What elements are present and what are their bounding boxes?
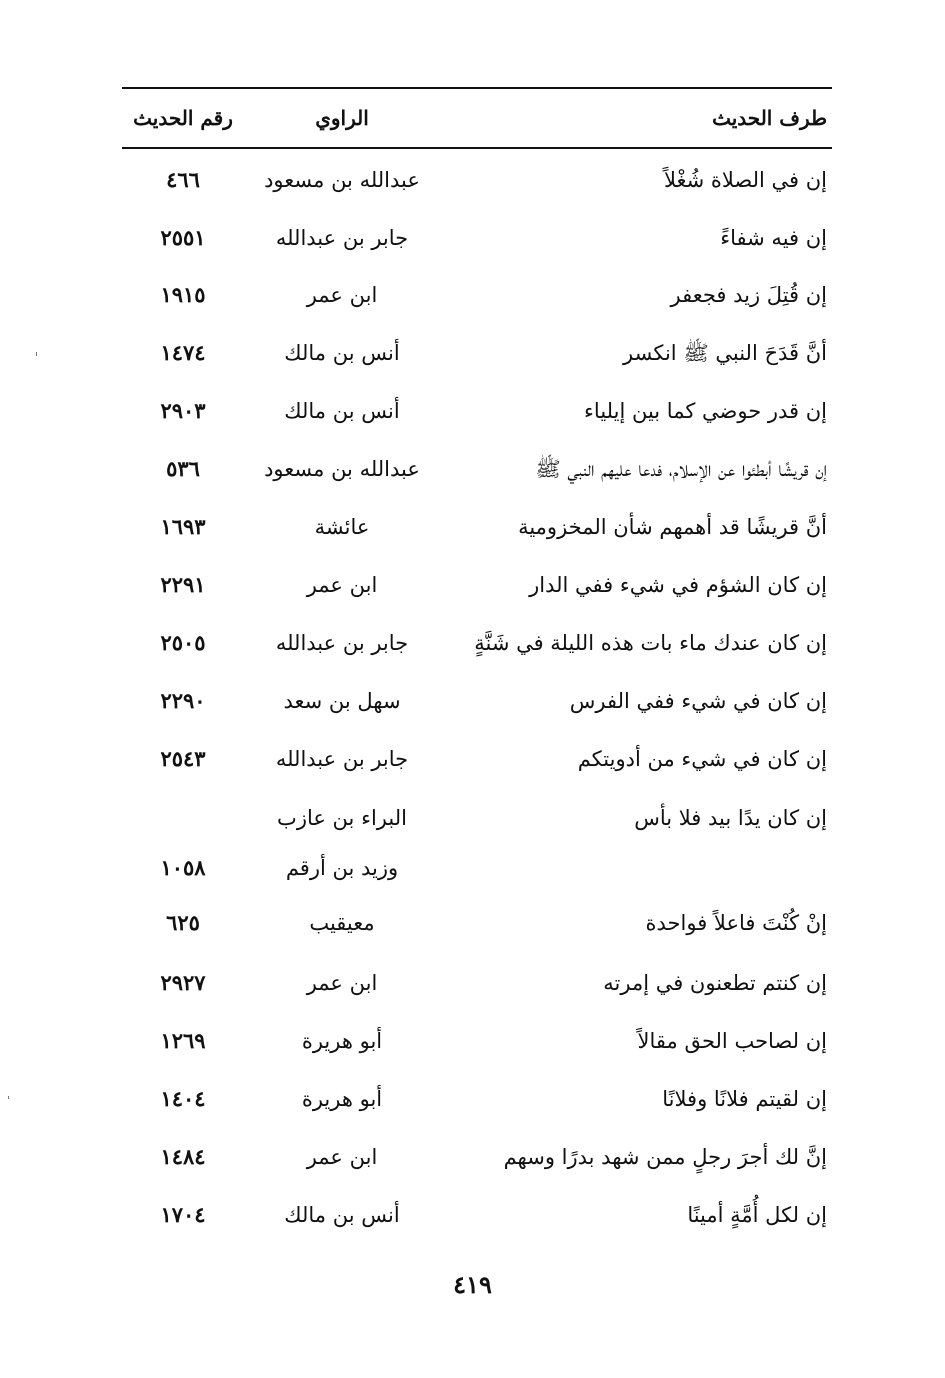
narrator-name: جابر بن عبدالله [275,631,409,655]
narrator-name: عبدالله بن مسعود [264,168,420,192]
narrator-name: أبو هريرة [301,1029,383,1053]
hadith-text: أنَّ قريشًا قد أهمهم شأن المخزومية [518,515,827,539]
narrator-name: ابن عمر [306,1145,378,1169]
hadith-text: إن لكل أُمَّةٍ أمينًا [687,1203,827,1227]
narrator-name: أنس بن مالك [284,399,400,423]
narrator-name: وزيد بن أرقم [285,856,399,880]
table-header [0,100,945,140]
hadith-text: إن كان الشؤم في شيء ففي الدار [529,573,827,597]
hadith-number: ٥٣٦ [166,456,200,481]
table-row [0,509,945,549]
hadith-text: إن كان في شيء ففي الفرس [569,689,827,713]
narrator-name: عبدالله بن مسعود [264,457,420,481]
narrator-name: سهل بن سعد [283,689,401,713]
table-row [0,277,945,317]
scan-speck [8,1096,9,1099]
page-number: ٤١٩ [453,1270,492,1299]
hadith-text: إن كان يدًا بيد فلا بأس [634,806,827,830]
narrator-name: ابن عمر [306,283,378,307]
table-row [0,965,945,1005]
hadith-text: إن فيه شفاءً [720,226,827,250]
table-row [0,220,945,260]
narrator-name: معيقيب [309,911,375,935]
table-row [0,1023,945,1063]
hadith-text: إن كان عندك ماء بات هذه الليلة في شَنَّةٍ [474,631,827,655]
table-row [0,451,945,491]
hadith-number: ١٩١٥ [160,282,206,307]
narrator-name: عائشة [314,515,370,539]
narrator-name: ابن عمر [306,971,378,995]
hadith-number: ٢٥٥١ [160,225,206,250]
hadith-number: ٤٦٦ [166,167,200,192]
header-hadith-text: طرف الحديث [712,106,827,130]
narrator-name: أبو هريرة [301,1087,383,1111]
header-narrator: الراوي [315,106,369,130]
table-row [0,162,945,202]
hadith-text: إن لقيتم فلانًا وفلانًا [662,1087,827,1111]
hadith-number: ٦٢٥ [166,910,200,935]
narrator-name: أنس بن مالك [284,1203,400,1227]
hadith-text: إنْ كُنْتَ فاعلاً فواحدة [645,911,827,935]
hadith-number: ١٧٠٤ [160,1202,206,1227]
hadith-number: ١٦٩٣ [160,514,206,539]
hadith-text: إن في الصلاة شُغْلاً [663,168,827,192]
top-rule [122,87,832,89]
hadith-text: إن قُتِلَ زيد فجعفر [670,283,827,307]
hadith-number: ٢٢٩٠ [160,688,206,713]
hadith-number: ١٤٠٤ [160,1086,206,1111]
table-row [0,1139,945,1179]
table-row [0,393,945,433]
table-row [0,1197,945,1237]
table-row [0,567,945,607]
table-row [0,625,945,665]
hadith-number: ١٤٧٤ [160,340,206,365]
table-row [0,741,945,781]
header-hadith-number: رقم الحديث [133,106,233,130]
table-row [0,335,945,375]
narrator-name: جابر بن عبدالله [275,747,409,771]
hadith-number: ١٤٨٤ [160,1144,206,1169]
table-row [0,1081,945,1121]
table-row [0,800,945,840]
table-row [0,850,945,890]
table-row [0,905,945,945]
scan-speck [36,352,37,356]
header-rule [122,147,832,149]
hadith-text: إن قريشًا أبطئوا عن الإسلام، فدعا عليهم النبي ﷺ [535,457,827,481]
hadith-number: ٢٢٩١ [160,572,206,597]
hadith-number: ٢٥٤٣ [160,746,206,771]
hadith-number: ١٠٥٨ [160,855,206,880]
hadith-number: ٢٩٢٧ [160,970,206,995]
hadith-text: إن كنتم تطعنون في إمرته [603,971,827,995]
hadith-text: إن كان في شيء من أدويتكم [577,747,827,771]
hadith-text: إنَّ لك أجرَ رجلٍ ممن شهد بدرًا وسهم [503,1145,827,1169]
hadith-number: ١٢٦٩ [160,1028,206,1053]
hadith-text: إن لصاحب الحق مقالاً [637,1029,827,1053]
hadith-number: ٢٥٠٥ [160,630,206,655]
table-row [0,683,945,723]
narrator-name: جابر بن عبدالله [275,226,409,250]
narrator-name: أنس بن مالك [284,341,400,365]
narrator-name: البراء بن عازب [277,806,407,830]
hadith-text: إن قدر حوضي كما بين إيلياء [584,399,827,423]
hadith-number: ٢٩٠٣ [160,398,206,423]
hadith-text: أنَّ قَدَحَ النبي ﷺ انكسر [623,341,827,365]
narrator-name: ابن عمر [306,573,378,597]
